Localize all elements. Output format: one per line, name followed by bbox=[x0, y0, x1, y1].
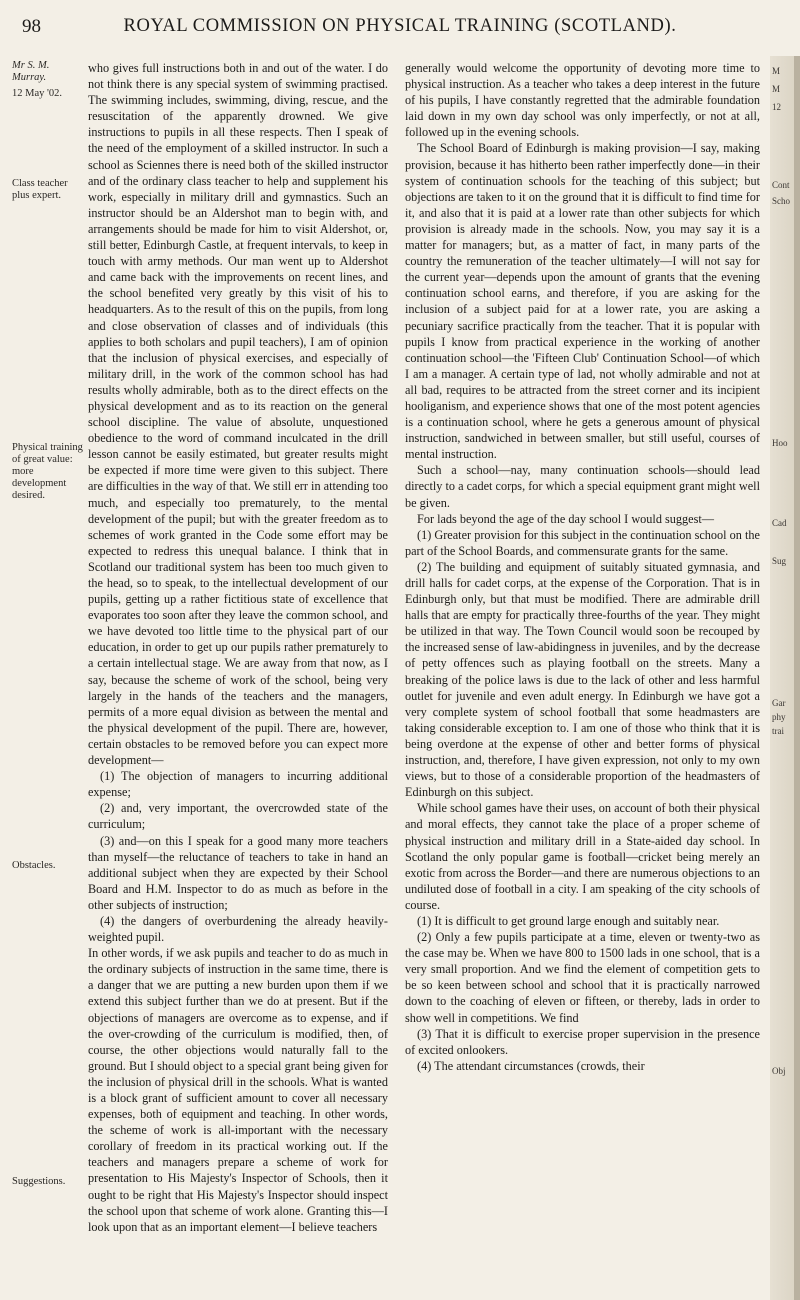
margin-note-physical-training: Physical training of great value: more development desired. bbox=[12, 442, 83, 501]
paragraph: For lads beyond the age of the day school I would suggest— bbox=[417, 511, 715, 526]
paragraph: While school games have their uses, on account of both their physical and moral effects, they cannot take the place of a proper scheme of physical instruction and military drill in a State-aided day school. In Scotland the only popular game is football—cricket being merely an exotic from across the Border—and there are numerous objections to an undiluted dose of football in a city. I am speaking of the city schools of course. bbox=[405, 801, 760, 912]
page-header bbox=[0, 16, 800, 46]
list-item: (2) Only a few pupils participate at a time, eleven or twenty-two as the case may be. When we have 800 to 1500 lads in one school, that is a very small proportion. And we find the element of competition gets to be so keen between school and school that it is practically narrowed down to the coaching of eleven or fifteen, or thereby, lads in order to show well in competitions. We find bbox=[405, 930, 760, 1025]
right-column bbox=[405, 60, 760, 1074]
running-title: ROYAL COMMISSION ON PHYSICAL TRAINING (SCOTLAND). bbox=[123, 16, 677, 36]
paragraph: The School Board of Edinburgh is making provision—I say, making provision, because it has hitherto been rather imperfectly done—in their system of continuation schools for the teaching of this subject; but objections are taken to it on the ground that it is difficult to find time for it, and also that it is paid at a lower rate than other subjects for which provision is already made in the schools. Now, you may say it is a matter for managers; but, as a matter of fact, in many parts of the country the remuneration of the teacher ultimately—I will not say for the current year—depends upon the amount of grants that the evening continuation school earns, and therefore, if you are asking for the inclusion of a subject paid for at a lower rate, you are asking a pecuniary sacrifice practically from the teacher. That it is popular with pupils I know from practical experience in the working of another continuation school—the 'Fifteen Club' Continuation School—of which I am a manager. A certain type of lad, not wholly admirable and not at all bad, requires to be attracted from the street corner and its incipient hooliganism, and experience shows that one of the most potent agencies is a continuation school, where he gets a generous amount of physical instruction, sandwiched in between smaller, but still useful, courses of mental instruction. bbox=[405, 141, 760, 462]
margin-note-class-teacher: Class teacher plus expert. bbox=[12, 178, 68, 201]
edge-fragment: phy bbox=[772, 712, 786, 722]
edge-fragment: Obj bbox=[772, 1066, 786, 1076]
adjacent-page-edge bbox=[770, 56, 800, 1300]
edge-fragment: 12 bbox=[772, 102, 781, 112]
edge-fragment: Gar bbox=[772, 698, 786, 708]
list-item: (4) the dangers of overburdening the already heavily-weighted pupil. bbox=[88, 913, 388, 945]
list-item: (4) The attendant circumstances (crowds, their bbox=[417, 1058, 645, 1073]
page-number: 98 bbox=[22, 16, 41, 37]
paragraph: who gives full instructions both in and out of the water. I do not think there is any special system of swimming practised. The swimming includes, swimming, diving, rescue, and the resuscitation of the apparently drowned. We give instructions to pupils in all these respects. Then I speak of the need of the employment of a skilled instructor. In such a school as Sciennes there is need both of the skilled instructor and of the ordinary class teacher to help and supplement his work, especially in military drill and gymnastics. Such an instructor should be an Aldershot man to begin with, and arrangements should be made for him to visit Aldershot, or, still better, Edinburgh Castle, at frequent intervals, to keep in touch with army methods. Our man went up to Aldershot and came back with the improvements on recent lines, and the school benefited very greatly by this visit of his to headquarters. As to the result of this on the pupils, from long and close observation of classes and of individuals (this applies to both scholars and pupil teachers), I am of opinion that the inclusion of physical exercises, and especially of military drill, in the work of the common school has had results wholly admirable, both as to the direct effects on the physical development and as to its reaction on the general school discipline. The value of absolute, unquestioned obedience to the word of command inculcated in the drill lesson cannot be easily estimated, but greater results might be expected if more time were given to this subject. There are difficulties in the way of that. We still err in attending too much, and especially too prematurely, to the mental development of the pupil; but with the greater freedom as to schemes of work granted in the Code some effort may be expected to redress this unequal balance. I think that in Scotland our traditional system has been too much given to the head, so to speak, to the intellectual development of our pupils, getting up a rather fictitious state of excellence that evaporates too soon after they leave the common school, and we have devoted too little time to the physical part of our education, in order to get up our pupils rather prematurely to a certain intellectual stage. We are away from that now, as I say, because the scheme of work of the school, being very largely in the hands of the teachers and the managers, permits of a more equal division as between the mental and the physical development of the pupil. There are, however, certain obstacles to be removed before you can expect more development— bbox=[88, 61, 388, 768]
paragraph: Such a school—nay, many continuation schools—should lead directly to a cadet corps, for which a special equipment grant might well be given. bbox=[405, 463, 760, 510]
left-column bbox=[88, 60, 388, 1235]
list-item: (1) The objection of managers to incurring additional expense; bbox=[88, 769, 388, 800]
edge-fragment: Cont bbox=[772, 180, 790, 190]
list-item: (2) The building and equipment of suitably situated gymnasia, and drill halls for cadet corps, at the expense of the Corporation. That is in Edinburgh only, but that must be modified. There are admirable drill halls that are empty for practically three-fourths of the year. They might be utilized in that way. The Town Council would soon be recouped by the increased sense of law-abidingness in juveniles, and by the decrease of petty offences such as playing football on the streets. Many a breaking of the police laws is due to the lack of other and less harmful outlet for juvenile and even adult energy. In Edinburgh we have got a very complete system of school football that some headmasters are taking considerable exception to. I am one of those who think that it is being overdone at the expense of other and better forms of physical instruction, and, therefore, I have given expression, not only to my own views, but to those of a considerable proportion of the headmasters of Edinburgh on this subject. bbox=[405, 559, 760, 800]
list-item: (1) Greater provision for this subject in the continuation school on the part of the School Boards, and commensurate grants for the same. bbox=[405, 527, 760, 558]
paragraph: In other words, if we ask pupils and teacher to do as much in the ordinary subjects of instruction in the same time, there is a danger that we are putting a new burden upon them if we extend this subject further than we do at present. But if the objections of managers are overcome as to expense, and if the over-crowding of the curriculum is modified, then, of course, the other objections would naturally fall to the ground. But I should object to a special grant being given for the inclusion of physical drill in the schools. What is wanted is a block grant of sufficient amount to cover all necessary expenses, both of equipment and teaching. In other words, the scheme of work is all-important with the necessary corollary of freedom in its practical working out. If the teachers and managers prepare a scheme of work for presentation to His Majesty's Inspector of Schools, then it ought to be right that His Majesty's Inspector should inspect the school upon that scheme of work alone. Granting this—I look upon that as an important element—I believe teachers bbox=[88, 946, 388, 1234]
edge-fragment: M bbox=[772, 84, 781, 94]
margin-note-witness: Mr S. M. Murray. bbox=[12, 60, 50, 83]
edge-fragment: Hoo bbox=[772, 438, 788, 448]
edge-fragment: Scho bbox=[772, 196, 790, 206]
list-item: (1) It is difficult to get ground large enough and suitably near. bbox=[417, 913, 720, 928]
edge-fragment: Cad bbox=[772, 518, 787, 528]
margin-note-obstacles: Obstacles. bbox=[12, 860, 56, 871]
paragraph: generally would welcome the opportunity of devoting more time to physical instruction. As a teacher who takes a deep interest in the future of his pupils, I have constantly regretted that the admirable foundation laid down in my own day school was only imperfectly, or not at all, followed up in the evening schools. bbox=[405, 61, 760, 140]
margin-note-date: 12 May '02. bbox=[12, 88, 63, 99]
margin-note-suggestions: Suggestions. bbox=[12, 1176, 66, 1187]
page-gutter bbox=[794, 56, 800, 1300]
edge-fragment: Sug bbox=[772, 556, 787, 566]
list-item: (3) That it is difficult to exercise proper supervision in the presence of excited onlookers. bbox=[405, 1026, 760, 1057]
list-item: (2) and, very important, the overcrowded state of the curriculum; bbox=[88, 801, 388, 832]
edge-fragment: M bbox=[772, 66, 781, 76]
list-item: (3) and—on this I speak for a good many more teachers than myself—the reluctance of teachers to take in hand an additional subject when they are expected by their School Board and H.M. Inspector to do as much as before in the other subjects of instruction; bbox=[88, 833, 388, 912]
edge-fragment: trai bbox=[772, 726, 784, 736]
